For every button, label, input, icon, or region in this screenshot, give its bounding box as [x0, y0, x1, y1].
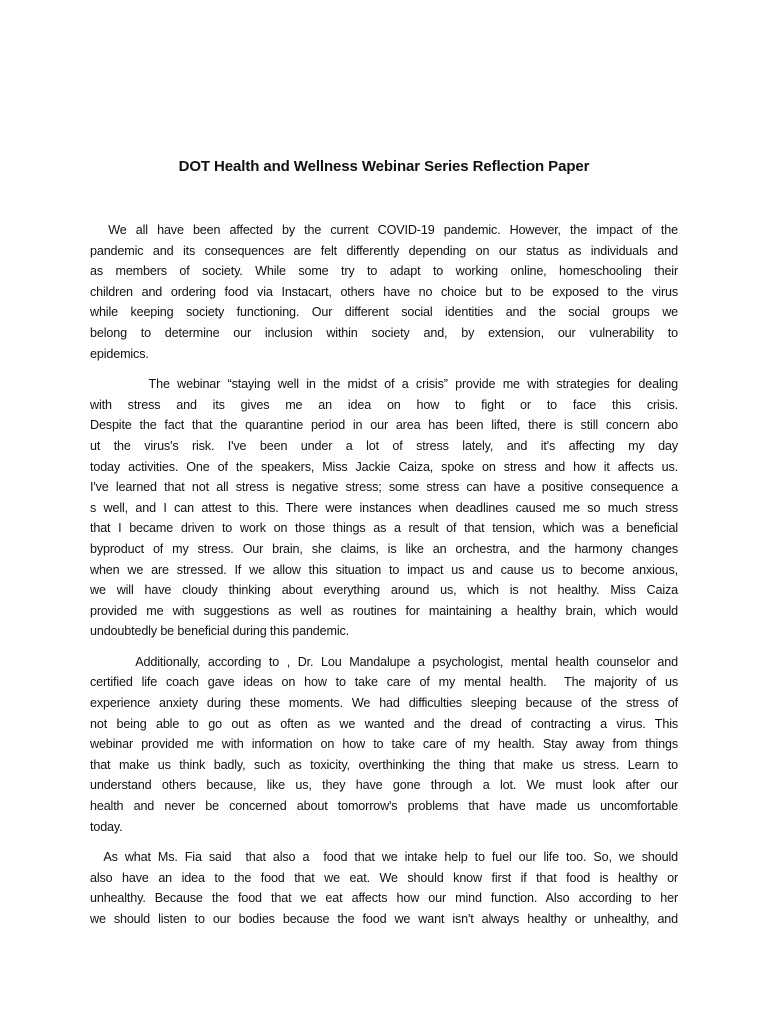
text-line: pandemic and its consequences are felt differently depending on our status as individuals and	[90, 243, 678, 258]
text-line: experience anxiety during these moments. We had difficulties sleeping because of the stress of	[90, 696, 678, 711]
paragraph	[90, 374, 678, 642]
text-line: with stress and its gives me an idea on how to fight or to face this crisis.	[90, 397, 678, 412]
text-line: undoubtedly be beneficial during this pandemic.	[90, 624, 349, 639]
text-line: children and ordering food via Instacart, others have no choice but to be exposed to the virus	[90, 284, 678, 299]
text-line: today activities. One of the speakers, Miss Jackie Caiza, spoke on stress and how it affects us.	[90, 459, 678, 474]
text-line: as members of society. While some try to adapt to working online, homeschooling their	[90, 264, 678, 279]
text-line: that I became driven to work on those things as a result of that tension, which was a beneficial	[90, 521, 678, 536]
text-line: when we are stressed. If we allow this situation to impact us and cause us to become anxious,	[90, 562, 678, 577]
text-line: Additionally, according to , Dr. Lou Mandalupe a psychologist, mental health counselor and	[90, 654, 678, 669]
paragraph	[90, 220, 678, 364]
paragraph	[90, 652, 678, 837]
document-body	[90, 220, 678, 940]
text-line: The webinar “staying well in the midst of a crisis” provide me with strategies for dealing	[90, 377, 678, 392]
text-line: byproduct of my stress. Our brain, she claims, is like an orchestra, and the harmony changes	[90, 541, 678, 556]
text-line: ut the virus's risk. I've been under a lot of stress lately, and it's affecting my day	[90, 438, 678, 453]
text-line: I've learned that not all stress is negative stress; some stress can have a positive consequence a	[90, 480, 678, 495]
text-line: Despite the fact that the quarantine period in our area has been lifted, there is still concern abo	[90, 418, 678, 433]
text-line: we will have cloudy thinking about everything around us, which is not healthy. Miss Caiza	[90, 583, 678, 598]
text-line: that make us think badly, such as toxicity, overthinking the thing that make us stress. Learn to	[90, 757, 678, 772]
text-line: certified life coach gave ideas on how to take care of my mental health. The majority of us	[90, 675, 678, 690]
text-line: We all have been affected by the current COVID-19 pandemic. However, the impact of the	[90, 223, 678, 237]
text-line: understand others because, like us, they have gone through a lot. We must look after our	[90, 778, 678, 793]
document-title: DOT Health and Wellness Webinar Series Reflection Paper	[178, 158, 590, 175]
document-page	[90, 0, 678, 1024]
text-line: not being able to go out as often as we wanted and the dread of contracting a virus. This	[90, 716, 678, 731]
text-line: provided me with suggestions as well as routines for maintaining a healthy brain, which would	[90, 603, 678, 618]
text-line: health and never be concerned about tomorrow's problems that have made us uncomfortable	[90, 799, 678, 814]
text-line: webinar provided me with information on how to take care of my health. Stay away from things	[90, 737, 678, 752]
text-line: epidemics.	[90, 346, 149, 361]
text-line: As what Ms. Fia said that also a food that we intake help to fuel our life too. So, we should	[90, 850, 678, 865]
paragraph	[90, 847, 678, 929]
text-line: s well, and I can attest to this. There were instances when deadlines caused me so much stress	[90, 500, 678, 515]
text-line: unhealthy. Because the food that we eat affects how our mind function. Also according to her	[90, 891, 678, 906]
text-line: we should listen to our bodies because the food we want isn't always healthy or unhealthy, and	[90, 912, 678, 926]
text-line: belong to determine our inclusion within society and, by extension, our vulnerability to	[90, 325, 678, 340]
text-line: today.	[90, 819, 123, 834]
text-line: while keeping society functioning. Our different social identities and the social groups we	[90, 305, 678, 320]
text-line: also have an idea to the food that we eat. We should know first if that food is healthy or	[90, 870, 678, 885]
